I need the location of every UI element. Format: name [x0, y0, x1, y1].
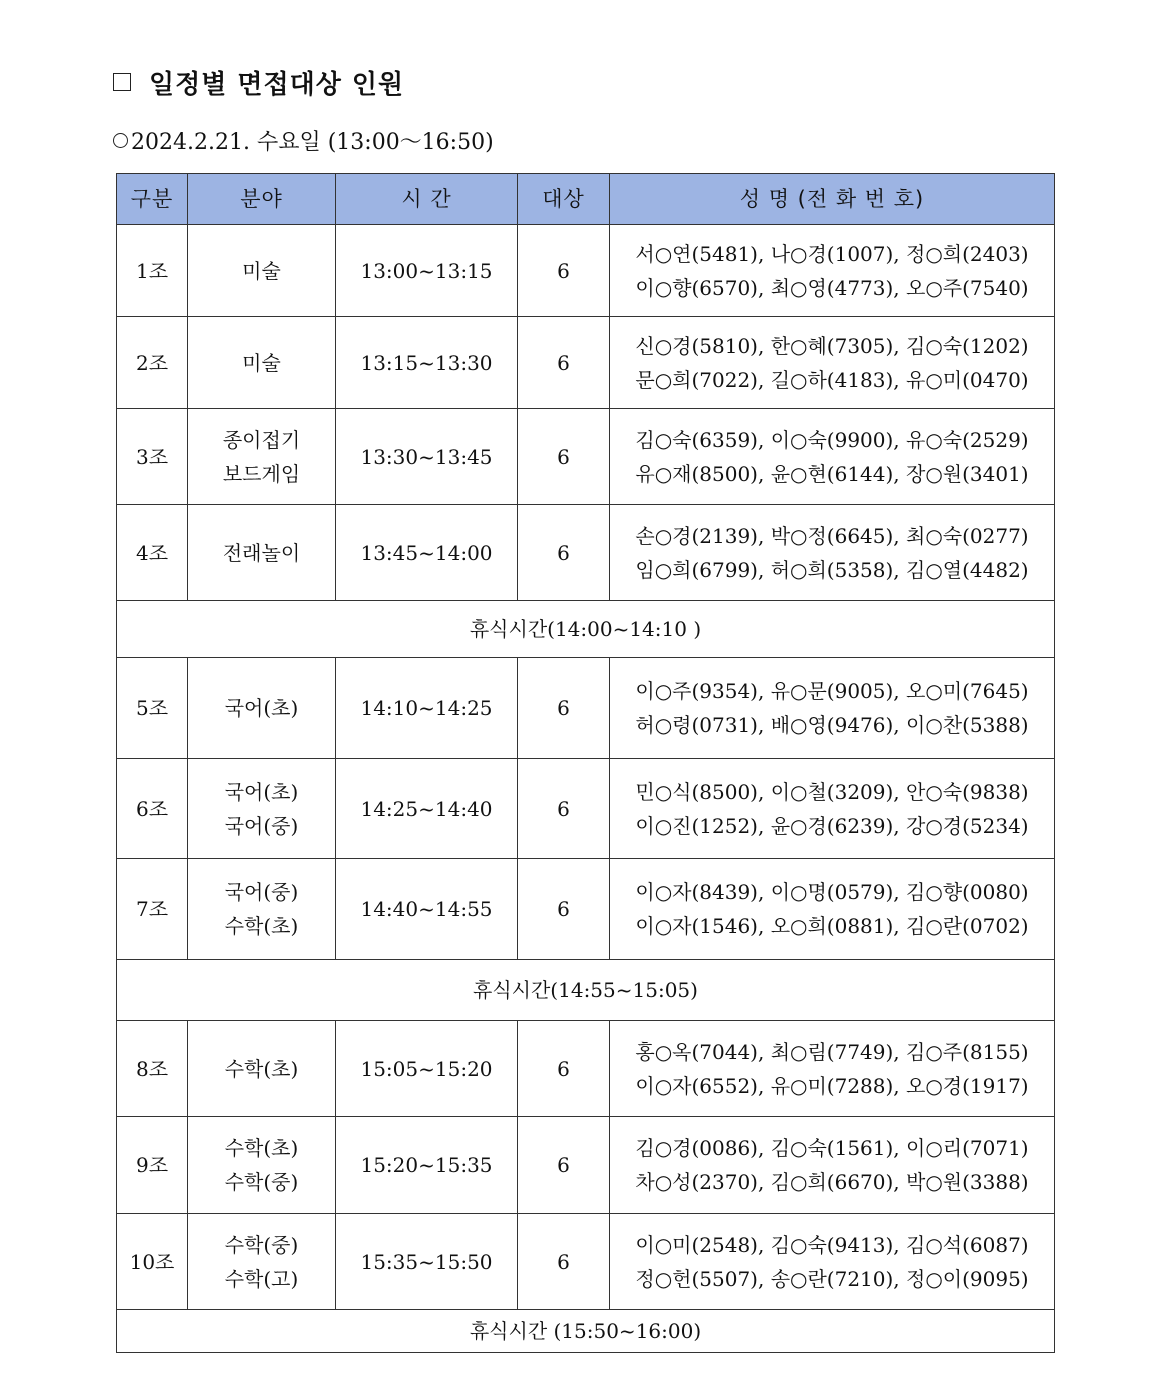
field-line: 국어(초) — [224, 696, 299, 720]
field-cell — [188, 859, 336, 960]
schedule-date — [113, 122, 494, 158]
count-cell: 6 — [518, 759, 610, 859]
names-line: 허○령(0731), 배○영(9476), 이○찬(5388) — [635, 713, 1029, 737]
time-cell: 14:40~14:55 — [336, 859, 518, 960]
names-line: 서○연(5481), 나○경(1007), 정○희(2403) — [635, 241, 1029, 266]
names-cell — [610, 317, 1055, 409]
field-cell — [188, 1021, 336, 1117]
table-row — [117, 225, 1055, 317]
field-line: 수학(중) — [224, 1232, 299, 1257]
count-cell: 6 — [518, 317, 610, 409]
names-line: 홍○옥(7044), 최○림(7749), 김○주(8155) — [635, 1039, 1029, 1064]
time-cell: 13:45~14:00 — [336, 505, 518, 601]
table-row — [117, 317, 1055, 409]
time-cell: 15:35~15:50 — [336, 1214, 518, 1310]
checkbox-icon — [113, 73, 131, 91]
names-cell — [610, 1021, 1055, 1117]
names-line: 김○경(0086), 김○숙(1561), 이○리(7071) — [635, 1136, 1029, 1160]
interview-schedule-table — [116, 173, 1055, 1353]
names-cell — [610, 225, 1055, 317]
field-line: 수학(초) — [224, 1136, 299, 1160]
field-cell — [188, 1214, 336, 1310]
count-cell: 6 — [518, 1214, 610, 1310]
time-cell: 14:10~14:25 — [336, 658, 518, 759]
table-row — [117, 1117, 1055, 1214]
field-line: 미술 — [242, 350, 281, 375]
group-cell: 1조 — [117, 225, 188, 317]
time-cell: 13:30~13:45 — [336, 409, 518, 505]
field-cell — [188, 317, 336, 409]
break-time-text: 휴식시간 (15:50~16:00) — [117, 1310, 1055, 1353]
group-cell: 7조 — [117, 859, 188, 960]
names-cell — [610, 409, 1055, 505]
names-line: 이○자(8439), 이○명(0579), 김○향(0080) — [635, 880, 1029, 904]
field-line: 수학(초) — [224, 914, 299, 938]
names-line: 이○향(6570), 최○영(4773), 오○주(7540) — [635, 275, 1029, 300]
count-cell: 6 — [518, 225, 610, 317]
names-cell — [610, 505, 1055, 601]
header-count: 대상 — [518, 174, 610, 225]
table-body — [117, 225, 1055, 1353]
header-group: 구분 — [117, 174, 188, 225]
names-line: 문○희(7022), 길○하(4183), 유○미(0470) — [635, 367, 1029, 392]
names-cell — [610, 759, 1055, 859]
field-cell — [188, 658, 336, 759]
field-cell — [188, 409, 336, 505]
header-names: 성 명 (전 화 번 호) — [610, 174, 1055, 225]
names-line: 임○희(6799), 허○희(5358), 김○열(4482) — [635, 557, 1029, 582]
names-line: 정○헌(5507), 송○란(7210), 정○이(9095) — [635, 1266, 1029, 1291]
names-cell — [610, 1117, 1055, 1214]
time-cell: 14:25~14:40 — [336, 759, 518, 859]
field-line: 국어(중) — [224, 880, 299, 904]
field-line: 국어(중) — [224, 813, 299, 838]
table-row — [117, 1214, 1055, 1310]
field-cell — [188, 1117, 336, 1214]
table-row — [117, 759, 1055, 859]
names-line: 이○주(9354), 유○문(9005), 오○미(7645) — [635, 679, 1029, 703]
field-line: 수학(고) — [224, 1266, 299, 1291]
table-row — [117, 658, 1055, 759]
field-cell — [188, 759, 336, 859]
table-row — [117, 505, 1055, 601]
break-time-text: 휴식시간(14:00~14:10 ) — [117, 601, 1055, 658]
group-cell: 2조 — [117, 317, 188, 409]
names-line: 손○경(2139), 박○정(6645), 최○숙(0277) — [635, 523, 1029, 548]
time-cell: 13:15~13:30 — [336, 317, 518, 409]
names-line: 김○숙(6359), 이○숙(9900), 유○숙(2529) — [635, 427, 1029, 452]
header-field: 분야 — [188, 174, 336, 225]
section-heading-text: 일정별 면접대상 인원 — [149, 69, 405, 100]
names-line: 이○자(1546), 오○희(0881), 김○란(0702) — [635, 914, 1029, 938]
count-cell: 6 — [518, 1021, 610, 1117]
group-cell: 10조 — [117, 1214, 188, 1310]
names-line: 민○식(8500), 이○철(3209), 안○숙(9838) — [635, 779, 1029, 804]
section-heading — [113, 62, 404, 102]
time-cell: 13:00~13:15 — [336, 225, 518, 317]
circle-bullet-icon — [113, 133, 128, 148]
names-line: 이○자(6552), 유○미(7288), 오○경(1917) — [635, 1073, 1029, 1098]
field-line: 종이접기 — [222, 427, 301, 452]
field-line: 수학(초) — [224, 1056, 299, 1081]
group-cell: 5조 — [117, 658, 188, 759]
time-cell: 15:05~15:20 — [336, 1021, 518, 1117]
count-cell: 6 — [518, 1117, 610, 1214]
count-cell: 6 — [518, 658, 610, 759]
schedule-date-text: 2024.2.21. 수요일 (13:00～16:50) — [131, 129, 494, 155]
field-cell — [188, 505, 336, 601]
break-row — [117, 601, 1055, 658]
group-cell: 4조 — [117, 505, 188, 601]
names-line: 신○경(5810), 한○혜(7305), 김○숙(1202) — [635, 333, 1029, 358]
group-cell: 9조 — [117, 1117, 188, 1214]
field-line: 보드게임 — [222, 461, 301, 486]
time-cell: 15:20~15:35 — [336, 1117, 518, 1214]
break-time-text: 휴식시간(14:55~15:05) — [117, 960, 1055, 1021]
count-cell: 6 — [518, 505, 610, 601]
table-header-row — [117, 174, 1055, 225]
group-cell: 3조 — [117, 409, 188, 505]
names-line: 유○재(8500), 윤○현(6144), 장○원(3401) — [635, 461, 1029, 486]
names-cell — [610, 1214, 1055, 1310]
names-cell — [610, 658, 1055, 759]
table-row — [117, 409, 1055, 505]
count-cell: 6 — [518, 859, 610, 960]
field-line: 수학(중) — [224, 1170, 299, 1194]
field-line: 미술 — [242, 258, 281, 283]
count-cell: 6 — [518, 409, 610, 505]
field-line: 국어(초) — [224, 779, 299, 804]
group-cell: 6조 — [117, 759, 188, 859]
break-row — [117, 1310, 1055, 1353]
group-cell: 8조 — [117, 1021, 188, 1117]
names-line: 이○미(2548), 김○숙(9413), 김○석(6087) — [635, 1232, 1029, 1257]
break-row — [117, 960, 1055, 1021]
names-line: 이○진(1252), 윤○경(6239), 강○경(5234) — [635, 813, 1029, 838]
names-line: 차○성(2370), 김○희(6670), 박○원(3388) — [635, 1170, 1029, 1194]
field-cell — [188, 225, 336, 317]
header-time: 시 간 — [336, 174, 518, 225]
table-row — [117, 859, 1055, 960]
table-row — [117, 1021, 1055, 1117]
field-line: 전래놀이 — [222, 540, 301, 565]
names-cell — [610, 859, 1055, 960]
